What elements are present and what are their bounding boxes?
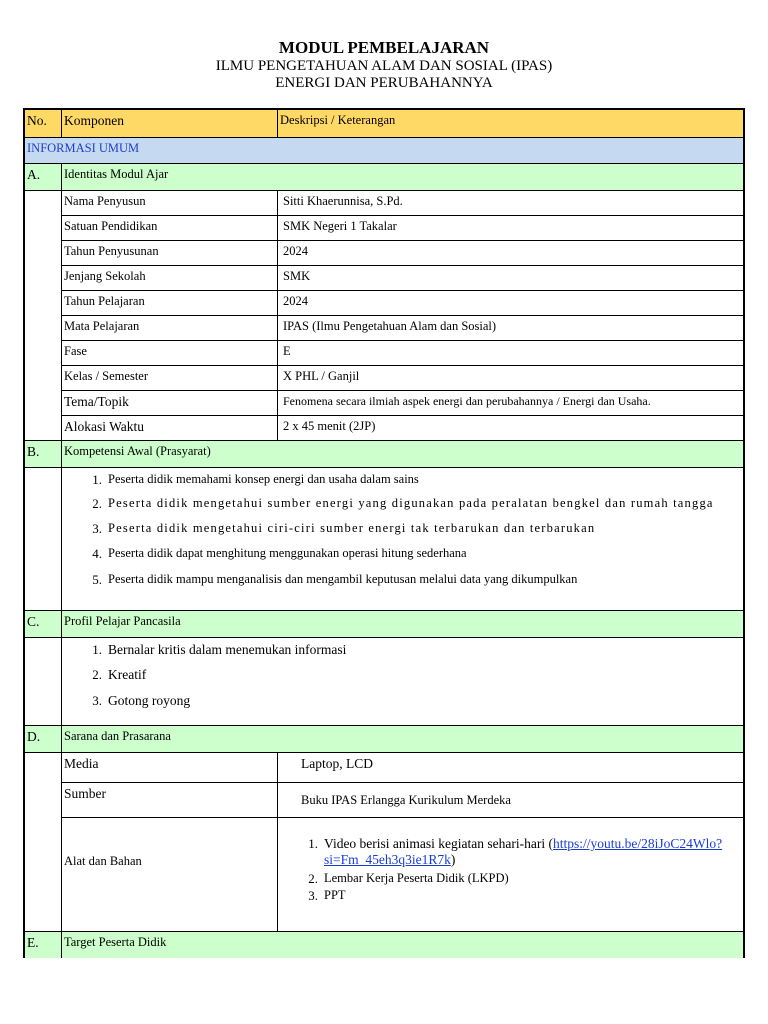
identity-value: 2 x 45 menit (2JP) — [277, 415, 743, 440]
section-e-letter: E. — [25, 931, 61, 958]
identity-label: Tema/Topik — [61, 390, 277, 415]
identity-label: Alokasi Waktu — [61, 415, 277, 440]
section-c-content: 1. Bernalar kritis dalam menemukan informasi 2. Kreatif 3. Gotong royong — [61, 637, 743, 725]
section-informasi-umum: INFORMASI UMUM — [25, 137, 743, 163]
identity-label: Tahun Pelajaran — [61, 290, 277, 315]
document-title: MODUL PEMBELAJARAN — [278, 38, 490, 57]
identity-label: Tahun Penyusunan — [61, 240, 277, 265]
identity-value: SMK — [277, 265, 743, 290]
identity-label: Satuan Pendidikan — [61, 215, 277, 240]
identity-value: 2024 — [277, 290, 743, 315]
sumber-label: Sumber — [61, 782, 277, 817]
identity-value: E — [277, 340, 743, 365]
section-b-number-cell — [25, 467, 61, 610]
section-b-content: 1. Peserta didik memahami konsep energi dan usaha dalam sains 2. Peserta didik mengetahui sumber energi yang digunakan pada peralatan bengkel dan rumah tangga 3. Peserta didik mengetahui ciri-ciri sumber energi tak terbarukan dan terbarukan 4. Peserta didik dapat menghitung menggunakan operasi hitung sederhana 5. Peserta didik mampu menganalisis dan mengambil keputusan melalui data yang dikumpulkan — [61, 467, 743, 610]
document-topic: ENERGI DAN PERUBAHANNYA — [275, 75, 493, 91]
identity-value: Fenomena secara ilmiah aspek energi dan perubahannya / Energi dan Usaha. — [277, 390, 743, 415]
alat-label: Alat dan Bahan — [61, 817, 277, 931]
document-subtitle: ILMU PENGETAHUAN ALAM DAN SOSIAL (IPAS) — [215, 58, 553, 74]
identity-value: Sitti Khaerunnisa, S.Pd. — [277, 190, 743, 215]
section-c-number-cell — [25, 637, 61, 725]
col-header-komponen: Komponen — [61, 110, 277, 137]
media-label: Media — [61, 752, 277, 782]
identity-value: IPAS (Ilmu Pengetahuan Alam dan Sosial) — [277, 315, 743, 340]
identity-label: Fase — [61, 340, 277, 365]
col-header-deskripsi: Deskripsi / Keterangan — [277, 110, 743, 137]
section-d-number-cell — [25, 752, 61, 931]
identity-value: SMK Negeri 1 Takalar — [277, 215, 743, 240]
identity-label: Kelas / Semester — [61, 365, 277, 390]
section-d-letter: D. — [25, 725, 61, 752]
module-table — [23, 108, 745, 958]
media-value: Laptop, LCD — [277, 752, 743, 782]
section-c-letter: C. — [25, 610, 61, 637]
section-b-letter: B. — [25, 440, 61, 467]
video-link-cont[interactable]: si=Fm_45eh3q3ie1R7k — [324, 852, 451, 867]
sumber-value: Buku IPAS Erlangga Kurikulum Merdeka — [277, 782, 743, 817]
identity-label: Nama Penyusun — [61, 190, 277, 215]
alat-content: 1. Video berisi animasi kegiatan sehari-hari (https://youtu.be/28iJoC24Wlo? si=Fm_45eh3q3ie1R7k) 2. Lembar Kerja Peserta Didik (LKPD) 3. PPT — [277, 817, 743, 931]
identity-label: Jenjang Sekolah — [61, 265, 277, 290]
section-a-letter: A. — [25, 163, 61, 190]
identity-label: Mata Pelajaran — [61, 315, 277, 340]
col-header-no: No. — [25, 110, 61, 137]
section-e-title: Target Peserta Didik — [61, 931, 743, 958]
section-a-title: Identitas Modul Ajar — [61, 163, 743, 190]
identity-value: 2024 — [277, 240, 743, 265]
section-a-number-cell — [25, 190, 61, 440]
section-d-title: Sarana dan Prasarana — [61, 725, 743, 752]
video-link[interactable]: https://youtu.be/28iJoC24Wlo? — [552, 836, 723, 851]
identity-value: X PHL / Ganjil — [277, 365, 743, 390]
section-c-title: Profil Pelajar Pancasila — [61, 610, 743, 637]
section-b-title: Kompetensi Awal (Prasyarat) — [61, 440, 743, 467]
